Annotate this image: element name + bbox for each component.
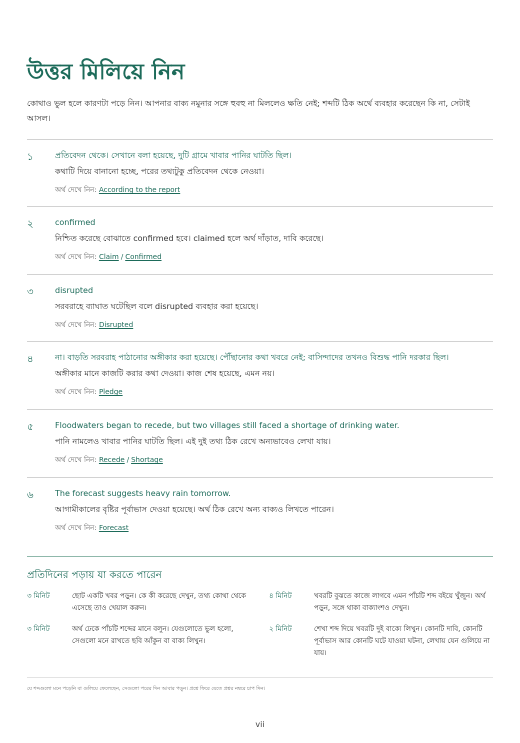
link-separator: / xyxy=(126,456,130,464)
meaning-link[interactable]: Claim xyxy=(98,253,119,261)
answer-text: প্রতিবেদন থেকে। সেখানে বলা হয়েছে, দুটি গ্রামে খাবার পানির ঘাটতি ছিল। xyxy=(55,151,292,160)
activity-duration: ৪ মিনিট xyxy=(269,592,292,600)
divider xyxy=(27,341,493,342)
see-meaning-label: অর্থ দেখে নিন: xyxy=(55,388,97,396)
answer-explanation: নিশ্চিত করেছে বোঝাতে confirmed হবে। claimed হলে অর্থ দাঁড়াত, দাবি করেছে। xyxy=(55,234,324,243)
page-number: vii xyxy=(255,720,265,729)
meaning-link[interactable]: Pledge xyxy=(98,388,123,396)
see-meaning-label: অর্থ দেখে নিন: xyxy=(55,524,97,532)
see-meaning xyxy=(55,185,493,195)
divider xyxy=(27,274,493,275)
see-meaning xyxy=(55,455,493,465)
answer-explanation: পানি নামলেও খাবার পানির ঘাটতি ছিল। এই দুই তথ্য ঠিক রেখে অন্যভাবেও লেখা যায়। xyxy=(55,437,331,446)
see-meaning xyxy=(55,320,493,330)
answer-number: ১ xyxy=(27,152,34,163)
meaning-link[interactable]: Confirmed xyxy=(125,253,162,261)
answer-explanation: সরবরাহে ব্যাঘাত ঘটেছিল বলে disrupted ব্যবহার করা হয়েছে। xyxy=(55,302,259,311)
footnote: যে শব্দগুলো মনে পড়েনি বা গুলিয়ে ফেলেছেন, সেগুলো পরের দিন আবার পড়ুন। প্রশ্নে ফিরে যেতে প্রশ্নর নম্বরে চাপ দিন। xyxy=(27,686,266,692)
activity-text: ছোট একটি খবর পড়ুন। কে কী করেছে দেখুন, তথ্য কোথা থেকে এসেছে তাও খেয়াল করুন। xyxy=(72,592,246,612)
page-title: উত্তর মিলিয়ে নিন xyxy=(27,60,185,85)
answer-number: ৪ xyxy=(27,354,34,365)
activity-text: শেখা শব্দ দিয়ে খবরটি দুই বাক্যে লিখুন। কোনটি দাবি, কোনটি পূর্বাভাস আর কোনটি ঘটে যাওয়া ঘটনা, লেখায় যেন গুলিয়ে না যায়। xyxy=(314,625,490,657)
answer-text: The forecast suggests heavy rain tomorrow. xyxy=(55,489,231,498)
meaning-link[interactable]: Forecast xyxy=(98,524,129,532)
section-divider xyxy=(27,556,493,557)
daily-practice-heading: প্রতিদিনের পড়ায় যা করতে পারেন xyxy=(27,570,162,581)
divider xyxy=(27,409,493,410)
answer-explanation: আগামীকালের বৃষ্টির পূর্বাভাস দেওয়া হয়েছে। অর্থ ঠিক রেখে অন্য বাক্যও লিখতে পারেন। xyxy=(55,505,334,514)
divider xyxy=(27,477,493,478)
answer-explanation: কথাটি দিয়ে বানানো হচ্ছে, পরের তথ্যটুকু প্রতিবেদন থেকে নেওয়া। xyxy=(55,167,265,176)
see-meaning xyxy=(55,387,493,397)
meaning-link[interactable]: According to the report xyxy=(98,186,181,194)
answer-number: ৬ xyxy=(27,490,34,501)
answer-text: confirmed xyxy=(55,218,96,227)
answer-text: disrupted xyxy=(55,286,94,295)
link-separator: / xyxy=(120,253,124,261)
activity-text: খবরটি বুঝতে কাজে লাগবে এমন পাঁচটি শব্দ বইয়ে খুঁজুন। অর্থ পড়ুন, সঙ্গে থাকা বাক্যাংশও দেখুন। xyxy=(314,592,486,612)
meaning-link[interactable]: Disrupted xyxy=(98,321,134,329)
activity-duration: ২ মিনিট xyxy=(269,625,292,633)
divider xyxy=(27,677,493,678)
divider xyxy=(27,139,493,140)
see-meaning-label: অর্থ দেখে নিন: xyxy=(55,186,97,194)
answer-text: না। বাড়তি সরবরাহ পাঠানোর অঙ্গীকার করা হয়েছে। পৌঁছানোর কথা খবরে নেই; বাসিন্দাদের তখনও বিশুদ্ধ পানি দরকার ছিল। xyxy=(55,353,449,362)
activity-duration: ৩ মিনিট xyxy=(27,625,50,633)
see-meaning-label: অর্থ দেখে নিন: xyxy=(55,456,97,464)
see-meaning xyxy=(55,523,493,533)
divider xyxy=(27,206,493,207)
answer-explanation: অঙ্গীকার মানে কাজটি করার কথা দেওয়া। কাজ শেষ হয়েছে, এমন নয়। xyxy=(55,369,275,378)
activity-duration: ৩ মিনিট xyxy=(27,592,50,600)
answer-number: ২ xyxy=(27,219,34,230)
see-meaning-label: অর্থ দেখে নিন: xyxy=(55,321,97,329)
see-meaning xyxy=(55,252,493,262)
answer-number: ৫ xyxy=(27,422,34,433)
activity-text: অর্থ ঢেকে পাঁচটি শব্দের মানে বলুন। যেগুলোতে ভুল হলো, সেগুলো মনে রাখতে ছবি আঁকুন বা বাক্য লিখুন। xyxy=(72,625,234,645)
meaning-link[interactable]: Shortage xyxy=(131,456,163,464)
answer-text: Floodwaters began to recede, but two villages still faced a shortage of drinking water. xyxy=(55,421,400,430)
meaning-link[interactable]: Recede xyxy=(98,456,125,464)
see-meaning-label: অর্থ দেখে নিন: xyxy=(55,253,97,261)
intro-text: কোথাও ভুল হলে কারণটা পড়ে নিন। আপনার বাক্য নমুনার সঙ্গে হুবহু না মিললেও ক্ষতি নেই; শব্দটি ঠিক অর্থে ব্যবহার করেছেন কি না, সেটাই আসল। xyxy=(27,99,470,123)
answer-number: ৩ xyxy=(27,287,34,298)
